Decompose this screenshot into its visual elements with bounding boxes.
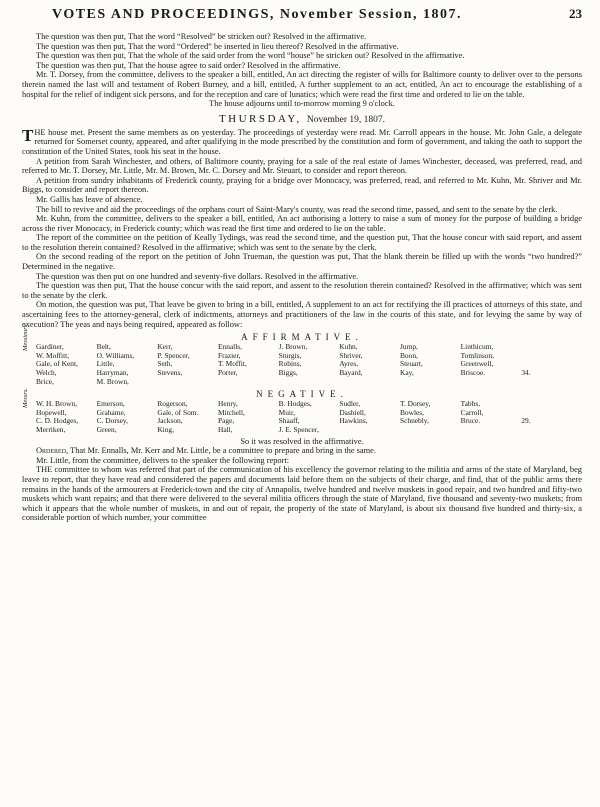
opening-text: HE house met. Present the same members as on yesterday. The proceedings of yesterday were read. Mr. Carroll appears in the house. Mr. John Gale, a delegate returned for Somerset county, appeared, and after qualifying in the mode prescribed by the constitution and form of government, and taking the oath to support the constitution of the United States, took his seat in the house. (22, 127, 582, 156)
paragraph: A petition from Sarah Winchester, and others, of Baltimore county, praying for a sale of the real estate of James Winchester, deceased, was preferred, read, and referred to Mr. T. Dorsey, Mr. Little, Mr. M. Brown, Mr. C. Dorsey and Mr. Steuart, to consider and report thereon. (22, 156, 582, 176)
voter-name: J. E. Spencer, (278, 424, 319, 434)
paragraph: Mr. Gallis has leave of absence. (36, 194, 143, 204)
paragraph: The question was then put, That the word “Resolved” be stricken out? Resolved in the affirmative. (36, 32, 367, 41)
voter-name (521, 400, 582, 409)
paragraph-opening (22, 125, 582, 157)
negative-heading: NEGATIVE. (256, 389, 348, 400)
voter-name: Greenwell, (460, 359, 494, 369)
voter-name: Linthicum, (460, 342, 494, 352)
voter-name: Harryman, (96, 368, 129, 377)
voter-name: Kerr, (157, 342, 173, 352)
voter-name: Stevens, (157, 368, 183, 377)
day-name: THURSDAY, (218, 112, 302, 125)
voter-name: Carroll, (460, 407, 484, 417)
paragraph: The report of the committee on the petition of Keally Tydings, was read the second time, and the question put, That the house concur with said report, and assent to the resolution therein contained? Resolved in the affirmative; which was sent to the senate by the clerk. (22, 233, 582, 252)
voter-name: Schnebly, (400, 416, 429, 426)
affirmative-names (36, 343, 582, 386)
voter-name: Bowles, (400, 407, 425, 417)
paragraph: The question was then put, That the word “Ordered” be inserted in lieu thereof? Resolved in the affirmative. (36, 41, 399, 51)
voter-name: Hopewell, (36, 407, 67, 417)
paragraph (22, 446, 582, 456)
voter-name: B. Hodges, (278, 399, 312, 409)
paragraph: The bill to revive and aid the proceedings of the orphans court of Saint-Mary's county, was read the second time, passed, and sent to the senate by the clerk. (36, 204, 558, 214)
adjournment-line: The house adjourns until to-morrow morning 9 o'clock. (209, 99, 395, 109)
voter-name: Dashiell, (339, 407, 366, 417)
paragraph: The question was then put, That the house concur with the said report, and assent to the resolution therein contained? Resolved in the affirmative; which was sent to the senate by the clerk. (22, 281, 582, 300)
voter-name: Rogerson, (157, 399, 188, 409)
voter-name: T. Moffit, (218, 359, 247, 369)
voter-name: Hall, (218, 424, 233, 434)
voter-name: Hawkins, (339, 416, 368, 426)
order-lead: Ordered, (36, 446, 69, 456)
voter-name: Henry, (218, 399, 238, 409)
voter-name: O. Williams, (96, 350, 135, 360)
paragraph: A petition from sundry inhabitants of Frederick county, praying for a bridge over Monocacy, was preferred, read, and referred to Mr. Kuhn, Mr. Shriver and Mr. Biggs, to consider and report thereon. (22, 175, 582, 195)
voter-name: W. H. Brown, (36, 399, 77, 409)
voter-name: Merriken, (36, 424, 66, 434)
paragraph: The question was then put, That the whole of the said order from the word “house” be stricken out? Resolved in the affirmative. (36, 51, 465, 61)
voter-name: Shaaff, (278, 416, 300, 426)
voter-name: Gale, of Kent, (36, 359, 78, 369)
voter-name: Robins, (278, 359, 302, 369)
voter-name: Bayard, (339, 368, 363, 377)
paragraph: Mr. T. Dorsey, from the committee, delivers to the speaker a bill, entitled, An act directing the register of wills for Baltimore county to deliver over to the persons therein named the last will and testament of Robert Burney, and a bill, entitled, A further supplement to an act, entitled, An act to encourage the establishing of a hospital for the relief of indigent sick persons, and for the reception and care of lunatics; which were read the first time and ordered to lie on the table. (22, 70, 582, 99)
voter-name: M. Brown, (96, 376, 129, 386)
voter-name: Steuart, (400, 359, 423, 369)
voter-name: Welch, (36, 368, 57, 377)
paragraph: On the second reading of the report on the petition of John Trueman, the question was put, That the blank therein be filled up with the words “two hundred?” Determined in the negative. (22, 252, 582, 272)
voter-name: Porter, (218, 368, 238, 377)
voter-name: Green, (96, 424, 117, 434)
paragraph: Mr. Little, from the committee, delivers to the speaker the following report: (36, 455, 290, 465)
voter-name: W. Moffitt, (36, 350, 70, 360)
voter-name (521, 352, 582, 361)
voter-name: Sudler, (339, 399, 361, 409)
affirmative-heading: AFFIRMATIVE. (241, 332, 363, 343)
day-date: November 19, 1807. (306, 114, 386, 125)
voter-name: Page, (218, 416, 235, 426)
page-number: 23 (569, 6, 582, 21)
paragraph: The question was then put, That the house agree to said order? Resolved in the affirmative. (36, 60, 341, 70)
voter-name: Jackson, (157, 416, 183, 426)
voter-name: Little, (96, 359, 115, 369)
voter-name: 29. (521, 416, 531, 426)
vote-result: So it was resolved in the affirmative. (240, 436, 364, 446)
voter-name: Gardiner, (36, 342, 64, 352)
voter-name: Mitchell, (218, 407, 245, 417)
paragraph: On motion, the question was put, That leave be given to bring in a bill, entitled, A supplement to an act for rectifying the ill practices of attorneys of this state, and ascertaining fees to the attorney-general, clerk of indictments, attorneys and practitioners of the law in the courts of this state, and for levying the same by way of execution? The yeas and nays being required, appeared as follow: (22, 300, 582, 329)
voter-name: Tomlinson, (460, 350, 495, 360)
voter-name: Kuhn, (339, 342, 358, 352)
voter-name: King, (157, 424, 174, 434)
voter-name: Boon, (400, 350, 418, 360)
voter-name: Brice, (36, 376, 54, 386)
day-heading (22, 113, 582, 125)
voter-name: Belt, (96, 342, 111, 352)
voter-name: Bruce. (460, 416, 481, 426)
voter-name: C. D. Hodges, (36, 416, 79, 426)
paragraph: THE committee to whom was referred that part of the communication of his excellency the governor relating to the militia and arms of the state of Maryland, beg leave to report, that they have read and considered the papers and documents laid before them on the subjects of their charge, and find, that of the public arms there remains in the hands of the armourers at Frederick-town and the city of Annapolis, twelve hundred and twelve muskets in good repair, and two hundred and fifty-two muskets which want repairs; and that there were delivered to the several militia officers through the state of Maryland, five thousand and seventy-two muskets; from which it appears that the whole number of muskets, in and out of repair, the property of the state of Maryland, is about six thousand five hundred and thirty-six, a considerable portion of which number, your committee (22, 465, 582, 523)
voter-name: Frazier, (218, 350, 241, 360)
voter-name: Kay, (400, 368, 414, 377)
voter-name: Biggs, (278, 368, 298, 377)
voter-name: Jump, (400, 342, 418, 352)
voter-name: 34. (521, 368, 531, 377)
paragraph: The question was then put on one hundred and seventy-five dollars. Resolved in the affirmative. (36, 271, 359, 281)
paragraph: Mr. Kuhn, from the committee, delivers to the speaker a bill, entitled, An act authorising a lottery to raise a sum of money for the purpose of building a bridge across the river Monocacy, in Frederick county; which was read the first time and ordered to lie on the table. (22, 214, 582, 233)
voter-name: Gale, of Som. (157, 407, 199, 417)
vote-label: Messieurs (22, 324, 29, 352)
voter-name: Muir, (278, 407, 295, 417)
voter-name: C. Dorsey, (96, 416, 128, 426)
voter-name: P. Spencer, (157, 350, 190, 360)
voter-name: Seth, (157, 359, 173, 369)
negative-names (36, 400, 582, 434)
drop-cap: T (22, 125, 34, 145)
order-text: That Mr. Ennalls, Mr. Kerr and Mr. Little, be a committee to prepare and bring in the same. (70, 446, 376, 456)
running-title: VOTES AND PROCEEDINGS, November Session, 1807. (52, 7, 462, 22)
voter-name: Ayres, (339, 359, 359, 369)
voter-name: Ennalls, (218, 342, 243, 352)
voter-name: J. Brown, (278, 342, 308, 352)
voter-name (521, 343, 582, 352)
vote-label: Messrs. (22, 388, 29, 409)
voter-name: Briscoe. (460, 368, 486, 377)
voter-name: Tabbs, (460, 399, 481, 409)
running-header (22, 6, 582, 28)
voter-name: T. Dorsey, (400, 399, 431, 409)
voter-name: Shriver, (339, 350, 363, 360)
voter-name: Emerson, (96, 399, 125, 409)
voter-name: Grahame, (96, 407, 126, 417)
voter-name: Sturgis, (278, 350, 302, 360)
